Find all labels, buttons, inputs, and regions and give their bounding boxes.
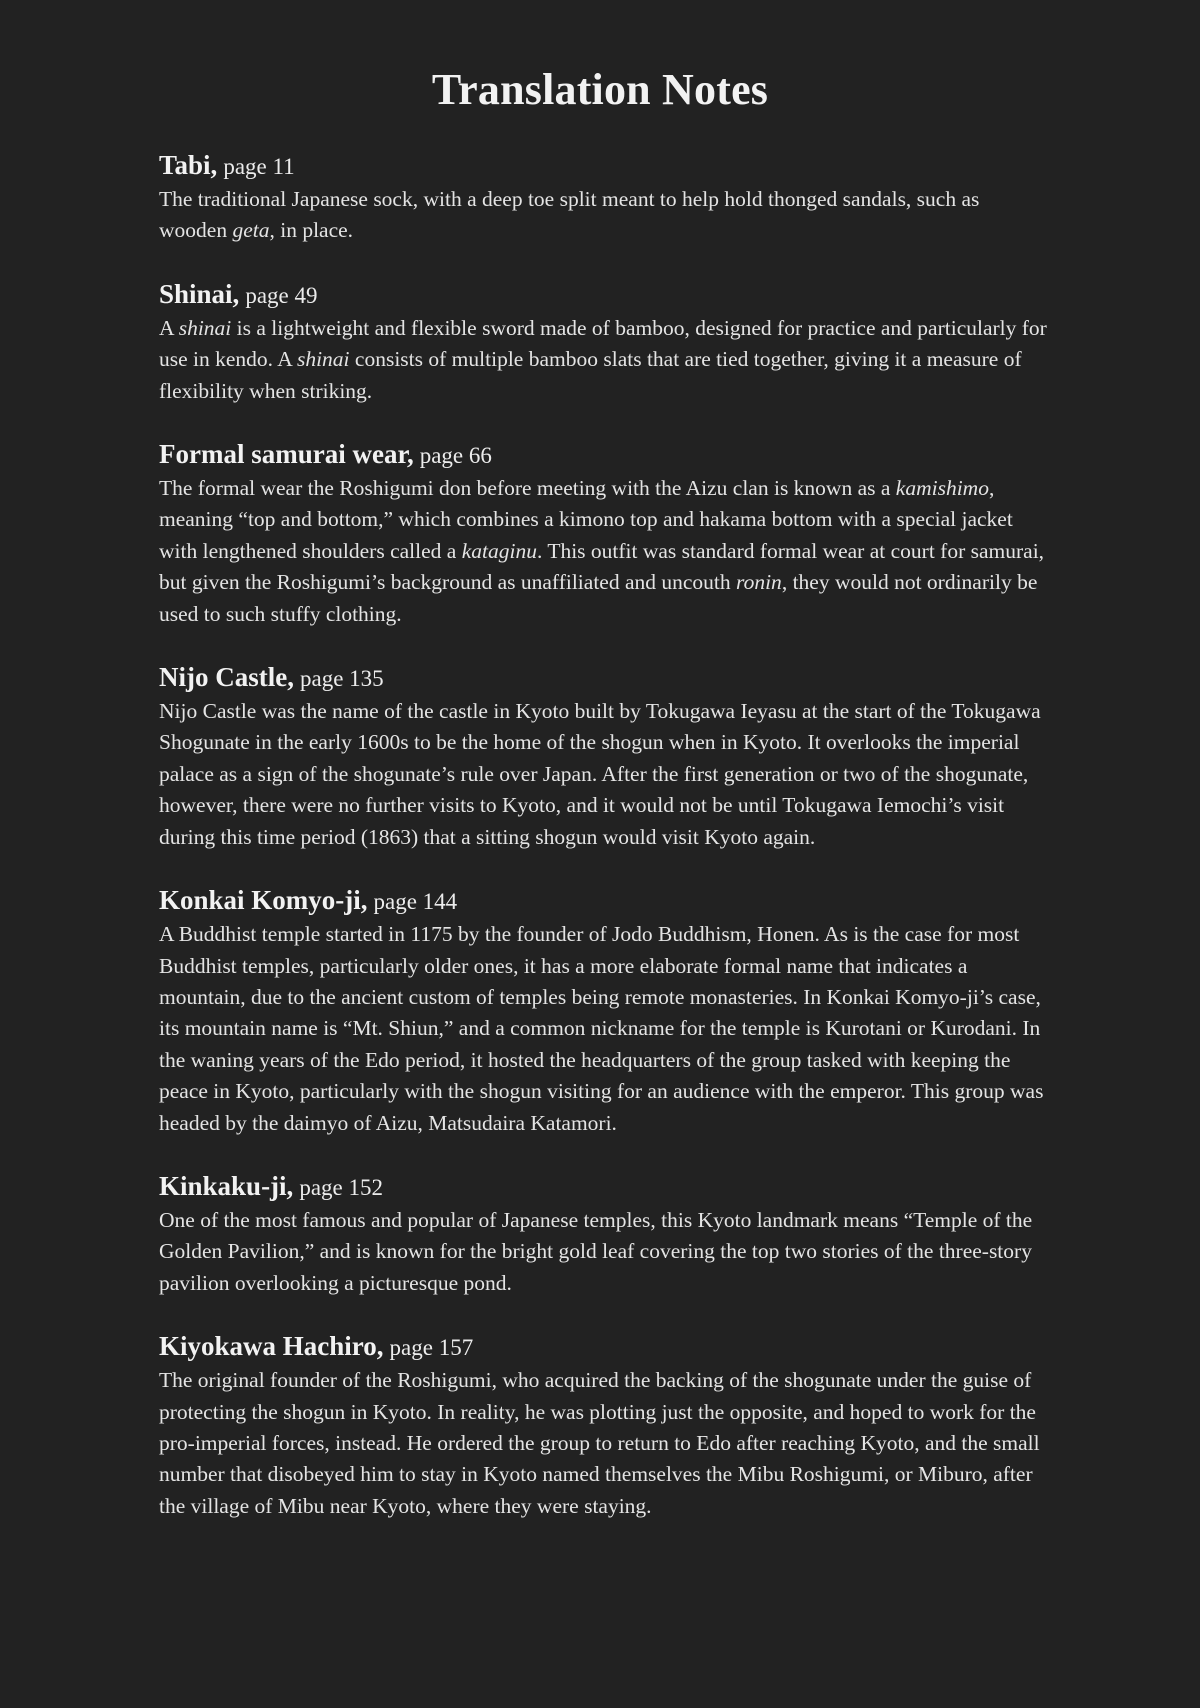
note-term: Formal samurai wear, xyxy=(159,439,414,470)
note-page-ref: page 144 xyxy=(373,889,458,915)
note-term: Nijo Castle, xyxy=(159,662,294,693)
note-text: is a lightweight and flexible sword made of bamboo, designed for practice and particularly for use in kendo. A xyxy=(159,315,1047,372)
note-page-ref: page 11 xyxy=(223,154,295,179)
note-text: A Buddhist temple started in 1175 by the founder of Jodo Buddhism, Honen. As is the case for most Buddhist temples, particularly older ones, it has a more elaborate formal name that indicates a mountain, due to the ancient custom of temples being remote monasteries. In Konkai Komyo-ji’s case, its mountain name is “Mt. Shiun,” and a common nickname for the temple is Kurotani or Kurodani. In the waning years of the Edo period, it hosted the headquarters of the group tasked with keeping the peace in Kyoto, particularly with the shogun visiting for an audience with the emperor. This group was headed by the daimyo of Aizu, Matsudaira Katamori. xyxy=(159,922,1044,1135)
note-page-ref: page 66 xyxy=(419,443,492,469)
note-text: The traditional Japanese sock, with a deep toe split meant to help hold thonged sandals, such as wooden xyxy=(159,187,980,243)
note-italic-term: kataginu xyxy=(461,538,537,563)
note-term: Konkai Komyo-ji, xyxy=(159,885,368,916)
note-italic-term: ronin xyxy=(736,570,782,595)
note-text: A xyxy=(159,315,179,340)
note-entry xyxy=(159,148,1049,247)
note-body xyxy=(159,1205,1049,1299)
note-entry xyxy=(159,437,1049,630)
note-heading xyxy=(159,883,1049,919)
note-heading xyxy=(159,148,1049,184)
note-text: , in place. xyxy=(269,218,354,243)
note-entry xyxy=(159,660,1049,853)
note-term: Kinkaku-ji, xyxy=(159,1170,294,1201)
note-italic-term: shinai xyxy=(296,347,350,372)
note-text: Nijo Castle was the name of the castle in Kyoto built by Tokugawa Ieyasu at the start of the Tokugawa Shogunate in the early 1600s to be the home of the shogun when in Kyoto. It overlooks the imperial palace as a sign of the shogunate’s rule over Japan. After the first generation or two of the shogunate, however, there were no further visits to Kyoto, and it would not be until Tokugawa Iemochi’s visit during this time period (1863) that a sitting shogun would visit Kyoto again. xyxy=(159,699,1041,849)
note-text: . This outfit was standard formal wear at court for samurai, but given the Roshigumi’s background as unaffiliated and uncouth xyxy=(159,538,1045,595)
note-entry xyxy=(159,277,1049,407)
note-body xyxy=(159,696,1049,853)
note-text: The formal wear the Roshigumi don before meeting with the Aizu clan is known as a xyxy=(159,476,896,501)
note-body xyxy=(159,473,1049,630)
note-text: , meaning “top and bottom,” which combines a kimono top and hakama bottom with a special jacket with lengthened shoulders called a xyxy=(159,476,1013,563)
note-page-ref: page 152 xyxy=(299,1174,383,1200)
note-body xyxy=(159,313,1049,407)
page-title: Translation Notes xyxy=(431,65,769,114)
note-page-ref: page 49 xyxy=(245,282,318,308)
note-heading xyxy=(159,660,1049,696)
notes-list xyxy=(159,148,1049,1522)
note-term: Tabi, xyxy=(159,150,218,180)
note-text: , they would not ordinarily be used to such stuffy clothing. xyxy=(159,570,1038,626)
note-text: One of the most famous and popular of Japanese temples, this Kyoto landmark means “Temple of the Golden Pavilion,” and is known for the bright gold leaf covering the top two stories of the three-story pavilion overlooking a picturesque pond. xyxy=(159,1207,1033,1295)
note-heading xyxy=(159,1169,1049,1205)
note-text: consists of multiple bamboo slats that are tied together, giving it a measure of flexibility when striking. xyxy=(159,347,1022,403)
note-italic-term: geta xyxy=(232,218,270,243)
note-italic-term: kamishimo xyxy=(895,476,989,501)
note-body xyxy=(159,184,1049,247)
note-italic-term: shinai xyxy=(178,315,232,340)
note-heading xyxy=(159,437,1049,473)
note-body xyxy=(159,1365,1049,1522)
note-heading xyxy=(159,277,1049,313)
note-body xyxy=(159,919,1049,1139)
note-page-ref: page 135 xyxy=(299,666,384,692)
note-heading xyxy=(159,1329,1049,1365)
note-entry xyxy=(159,883,1049,1139)
note-entry xyxy=(159,1329,1049,1522)
note-entry xyxy=(159,1169,1049,1299)
note-page-ref: page 157 xyxy=(389,1335,474,1361)
note-term: Kiyokawa Hachiro, xyxy=(159,1331,384,1362)
note-term: Shinai, xyxy=(159,278,240,309)
note-text: The original founder of the Roshigumi, who acquired the backing of the shogunate under the guise of protecting the shogun in Kyoto. In reality, he was plotting just the opposite, and hoped to work for the pro-imperial forces, instead. He ordered the group to return to Edo after reaching Kyoto, and the small number that disobeyed him to stay in Kyoto named themselves the Mibu Roshigumi, or Miburo, after the village of Mibu near Kyoto, where they were staying. xyxy=(159,1368,1040,1518)
